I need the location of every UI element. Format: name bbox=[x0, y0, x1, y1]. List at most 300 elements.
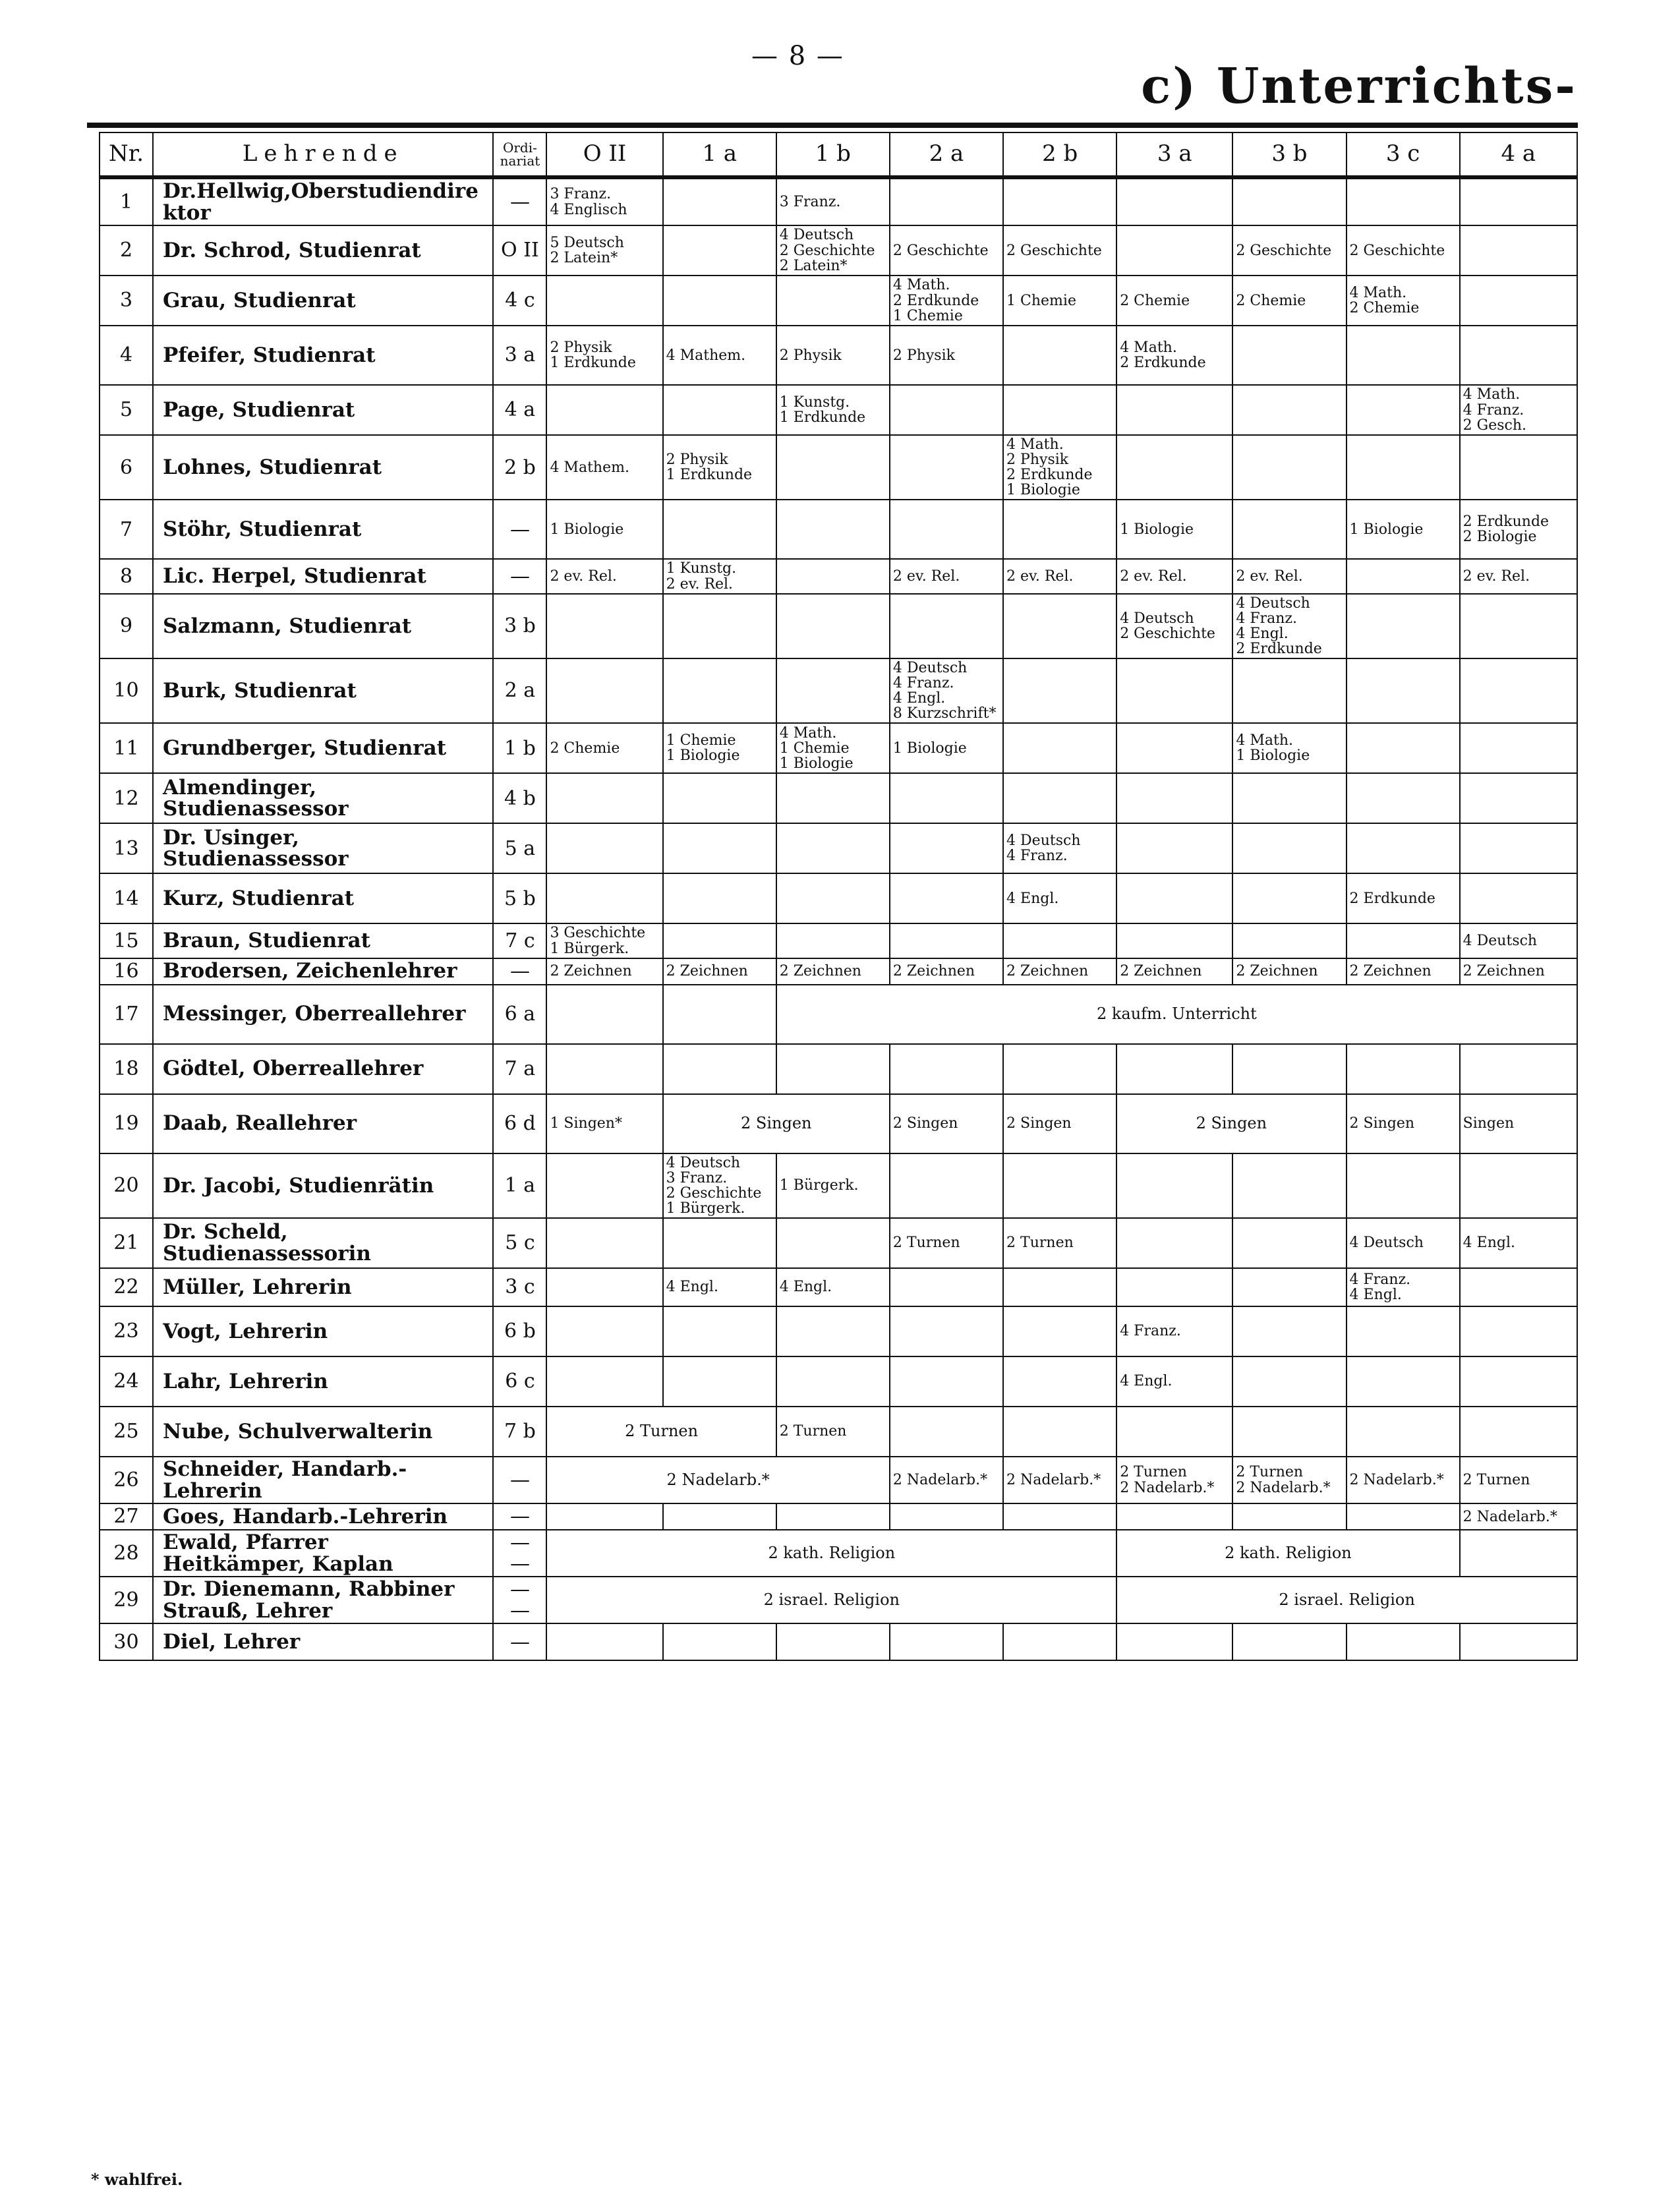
subject-cell bbox=[1460, 1623, 1577, 1660]
subject-cell: 2 Zeichnen bbox=[1460, 958, 1577, 985]
subject-cell: 4 Deutsch 3 Franz. 2 Geschichte 1 Bürgerk. bbox=[663, 1153, 776, 1218]
row-number: 23 bbox=[100, 1306, 153, 1356]
column-header: 4 a bbox=[1460, 132, 1577, 177]
ordinariat-cell: 3 c bbox=[493, 1268, 546, 1306]
table-row bbox=[100, 658, 1577, 723]
subject-cell: 2 Nadelarb.* bbox=[1347, 1457, 1460, 1503]
subject-cell bbox=[1460, 1530, 1577, 1577]
footnote: * wahlfrei. bbox=[91, 2170, 183, 2189]
subject-cell: 1 Biologie bbox=[1116, 500, 1232, 559]
ordinariat-cell: O II bbox=[493, 225, 546, 276]
row-number: 28 bbox=[100, 1530, 153, 1577]
subject-cell bbox=[1232, 1623, 1346, 1660]
subject-cell bbox=[1460, 177, 1577, 225]
subject-cell bbox=[1460, 1044, 1577, 1094]
ordinariat-cell: 7 c bbox=[493, 923, 546, 958]
row-number: 15 bbox=[100, 923, 153, 958]
teacher-name: Dr. Dienemann, Rabbiner Strauß, Lehrer bbox=[153, 1577, 493, 1623]
subject-cell: 2 Zeichnen bbox=[890, 958, 1003, 985]
subject-cell bbox=[776, 1356, 890, 1407]
ordinariat-cell: — bbox=[493, 559, 546, 593]
subject-cell bbox=[890, 1044, 1003, 1094]
subject-cell: 2 Chemie bbox=[1116, 276, 1232, 326]
subject-cell: 1 Chemie bbox=[1003, 276, 1116, 326]
subject-cell: Singen bbox=[1460, 1094, 1577, 1153]
subject-cell bbox=[1347, 435, 1460, 500]
subject-cell: 4 Math. 2 Erdkunde bbox=[1116, 326, 1232, 385]
subject-cell bbox=[1003, 1153, 1116, 1218]
subject-cell bbox=[1003, 923, 1116, 958]
subject-cell: 2 Nadelarb.* bbox=[890, 1457, 1003, 1503]
subject-cell bbox=[1460, 1268, 1577, 1306]
lesson-distribution-table bbox=[99, 132, 1578, 1661]
subject-cell: 2 Zeichnen bbox=[663, 958, 776, 985]
row-number: 24 bbox=[100, 1356, 153, 1407]
table-row bbox=[100, 1044, 1577, 1094]
subject-cell bbox=[1003, 658, 1116, 723]
column-header: Lehrende bbox=[153, 132, 493, 177]
subject-cell bbox=[1460, 873, 1577, 923]
table-row bbox=[100, 985, 1577, 1044]
row-number: 25 bbox=[100, 1407, 153, 1457]
teacher-name: Dr.Hellwig,Oberstudiendirektor bbox=[153, 177, 493, 225]
timetable bbox=[99, 132, 1578, 1661]
subject-cell bbox=[776, 559, 890, 593]
subject-cell: 2 Erdkunde bbox=[1347, 873, 1460, 923]
subject-cell bbox=[1347, 923, 1460, 958]
teacher-name: Braun, Studienrat bbox=[153, 923, 493, 958]
subject-cell bbox=[890, 500, 1003, 559]
teacher-name: Burk, Studienrat bbox=[153, 658, 493, 723]
subject-cell bbox=[776, 1623, 890, 1660]
subject-cell bbox=[663, 773, 776, 823]
row-number: 17 bbox=[100, 985, 153, 1044]
subject-cell bbox=[776, 773, 890, 823]
subject-cell bbox=[1347, 1356, 1460, 1407]
subject-cell bbox=[1347, 1503, 1460, 1530]
subject-cell bbox=[663, 225, 776, 276]
subject-cell: 2 Physik 1 Erdkunde bbox=[546, 326, 662, 385]
subject-cell: 2 Singen bbox=[1347, 1094, 1460, 1153]
table-row bbox=[100, 177, 1577, 225]
subject-cell bbox=[546, 985, 662, 1044]
column-header: O II bbox=[546, 132, 662, 177]
subject-cell: 1 Kunstg. 2 ev. Rel. bbox=[663, 559, 776, 593]
subject-cell bbox=[663, 276, 776, 326]
row-number: 13 bbox=[100, 823, 153, 873]
subject-cell: 2 Zeichnen bbox=[776, 958, 890, 985]
subject-cell bbox=[1003, 594, 1116, 658]
subject-cell: 4 Franz. bbox=[1116, 1306, 1232, 1356]
subject-cell bbox=[1232, 923, 1346, 958]
subject-cell bbox=[1460, 276, 1577, 326]
section-title: c) Unterrichts- bbox=[1141, 58, 1577, 115]
table-row bbox=[100, 723, 1577, 773]
subject-cell bbox=[1460, 225, 1577, 276]
subject-cell bbox=[1347, 823, 1460, 873]
subject-cell bbox=[1116, 773, 1232, 823]
subject-cell bbox=[663, 385, 776, 435]
subject-cell bbox=[1347, 177, 1460, 225]
subject-cell bbox=[1347, 1044, 1460, 1094]
subject-cell: 4 Deutsch 4 Franz. 4 Engl. 2 Erdkunde bbox=[1232, 594, 1346, 658]
row-number: 12 bbox=[100, 773, 153, 823]
subject-cell: 2 Turnen bbox=[1460, 1457, 1577, 1503]
subject-cell bbox=[776, 1218, 890, 1268]
subject-cell bbox=[776, 658, 890, 723]
subject-cell bbox=[1116, 1153, 1232, 1218]
column-header: 3 a bbox=[1116, 132, 1232, 177]
teacher-name: Müller, Lehrerin bbox=[153, 1268, 493, 1306]
subject-cell bbox=[1003, 1306, 1116, 1356]
row-number: 7 bbox=[100, 500, 153, 559]
teacher-name: Grau, Studienrat bbox=[153, 276, 493, 326]
ordinariat-cell: 1 a bbox=[493, 1153, 546, 1218]
ordinariat-cell: 2 b bbox=[493, 435, 546, 500]
ordinariat-cell: 7 b bbox=[493, 1407, 546, 1457]
subject-cell: 2 Physik bbox=[776, 326, 890, 385]
subject-cell: 4 Mathem. bbox=[663, 326, 776, 385]
subject-cell: 4 Engl. bbox=[776, 1268, 890, 1306]
row-number: 1 bbox=[100, 177, 153, 225]
ordinariat-cell: 4 a bbox=[493, 385, 546, 435]
subject-cell bbox=[1116, 873, 1232, 923]
subject-cell bbox=[1460, 1407, 1577, 1457]
header-rule bbox=[87, 123, 1578, 128]
subject-cell: 4 Engl. bbox=[1460, 1218, 1577, 1268]
subject-cell bbox=[546, 1356, 662, 1407]
subject-cell bbox=[1116, 1218, 1232, 1268]
subject-cell bbox=[890, 1306, 1003, 1356]
ordinariat-cell: 1 b bbox=[493, 723, 546, 773]
ordinariat-cell: 5 c bbox=[493, 1218, 546, 1268]
subject-cell bbox=[663, 1623, 776, 1660]
subject-cell: 3 Geschichte 1 Bürgerk. bbox=[546, 923, 662, 958]
subject-cell: 2 Nadelarb.* bbox=[546, 1457, 889, 1503]
subject-cell bbox=[1003, 1356, 1116, 1407]
subject-cell: 4 Math. 2 Physik 2 Erdkunde 1 Biologie bbox=[1003, 435, 1116, 500]
table-row bbox=[100, 923, 1577, 958]
column-header: 2 b bbox=[1003, 132, 1116, 177]
subject-cell bbox=[890, 773, 1003, 823]
subject-cell bbox=[1460, 435, 1577, 500]
subject-cell: 5 Deutsch 2 Latein* bbox=[546, 225, 662, 276]
ordinariat-cell: 6 a bbox=[493, 985, 546, 1044]
teacher-name: Nube, Schulverwalterin bbox=[153, 1407, 493, 1457]
subject-cell bbox=[776, 1044, 890, 1094]
subject-cell bbox=[1347, 1407, 1460, 1457]
subject-cell bbox=[546, 658, 662, 723]
subject-cell: 2 Geschichte bbox=[890, 225, 1003, 276]
subject-cell: 2 Chemie bbox=[1232, 276, 1346, 326]
subject-cell: 2 Zeichnen bbox=[546, 958, 662, 985]
row-number: 29 bbox=[100, 1577, 153, 1623]
subject-cell bbox=[890, 823, 1003, 873]
subject-cell bbox=[776, 1306, 890, 1356]
subject-cell: 4 Math. 1 Biologie bbox=[1232, 723, 1346, 773]
subject-cell: 2 ev. Rel. bbox=[1232, 559, 1346, 593]
subject-cell bbox=[1460, 594, 1577, 658]
subject-cell bbox=[1232, 1503, 1346, 1530]
teacher-name: Lohnes, Studienrat bbox=[153, 435, 493, 500]
table-row bbox=[100, 1503, 1577, 1530]
subject-cell bbox=[546, 773, 662, 823]
subject-cell bbox=[776, 1503, 890, 1530]
subject-cell bbox=[890, 177, 1003, 225]
column-header: 3 c bbox=[1347, 132, 1460, 177]
subject-cell bbox=[1347, 594, 1460, 658]
subject-cell bbox=[1116, 823, 1232, 873]
table-row bbox=[100, 276, 1577, 326]
row-number: 21 bbox=[100, 1218, 153, 1268]
ordinariat-cell: — bbox=[493, 1457, 546, 1503]
subject-cell: 2 Nadelarb.* bbox=[1003, 1457, 1116, 1503]
subject-cell bbox=[1232, 823, 1346, 873]
ordinariat-cell: — — bbox=[493, 1530, 546, 1577]
subject-cell: 1 Biologie bbox=[1347, 500, 1460, 559]
subject-cell bbox=[1232, 1044, 1346, 1094]
subject-cell bbox=[1460, 326, 1577, 385]
teacher-name: Ewald, Pfarrer Heitkämper, Kaplan bbox=[153, 1530, 493, 1577]
ordinariat-cell: 3 a bbox=[493, 326, 546, 385]
subject-cell: 4 Engl. bbox=[1003, 873, 1116, 923]
teacher-name: Lic. Herpel, Studienrat bbox=[153, 559, 493, 593]
subject-cell bbox=[1116, 1407, 1232, 1457]
subject-cell bbox=[1232, 658, 1346, 723]
ordinariat-cell: 3 b bbox=[493, 594, 546, 658]
subject-cell bbox=[663, 594, 776, 658]
subject-cell: 4 Deutsch 4 Franz. 4 Engl. 8 Kurzschrift* bbox=[890, 658, 1003, 723]
subject-cell bbox=[890, 385, 1003, 435]
subject-cell bbox=[546, 1623, 662, 1660]
subject-cell: 4 Deutsch 2 Geschichte bbox=[1116, 594, 1232, 658]
subject-cell: 4 Deutsch bbox=[1347, 1218, 1460, 1268]
subject-cell bbox=[546, 1153, 662, 1218]
subject-cell bbox=[663, 1306, 776, 1356]
table-row bbox=[100, 500, 1577, 559]
row-number: 4 bbox=[100, 326, 153, 385]
table-row bbox=[100, 1094, 1577, 1153]
subject-cell: 4 Deutsch 4 Franz. bbox=[1003, 823, 1116, 873]
subject-cell bbox=[546, 385, 662, 435]
subject-cell: 2 Erdkunde 2 Biologie bbox=[1460, 500, 1577, 559]
subject-cell bbox=[776, 276, 890, 326]
subject-cell: 2 kaufm. Unterricht bbox=[776, 985, 1577, 1044]
subject-cell: 2 Zeichnen bbox=[1116, 958, 1232, 985]
subject-cell bbox=[663, 500, 776, 559]
subject-cell bbox=[890, 1623, 1003, 1660]
subject-cell bbox=[1232, 1407, 1346, 1457]
ordinariat-cell: — bbox=[493, 958, 546, 985]
row-number: 18 bbox=[100, 1044, 153, 1094]
subject-cell bbox=[890, 1268, 1003, 1306]
column-header: Nr. bbox=[100, 132, 153, 177]
subject-cell bbox=[1116, 1044, 1232, 1094]
ordinariat-cell: — bbox=[493, 1503, 546, 1530]
row-number: 30 bbox=[100, 1623, 153, 1660]
row-number: 2 bbox=[100, 225, 153, 276]
subject-cell: 2 Singen bbox=[1003, 1094, 1116, 1153]
table-row bbox=[100, 1407, 1577, 1457]
subject-cell bbox=[890, 1503, 1003, 1530]
subject-cell bbox=[1232, 1268, 1346, 1306]
subject-cell bbox=[1003, 773, 1116, 823]
subject-cell: 2 Turnen bbox=[546, 1407, 776, 1457]
subject-cell bbox=[1003, 500, 1116, 559]
table-row bbox=[100, 1153, 1577, 1218]
teacher-name: Messinger, Oberreallehrer bbox=[153, 985, 493, 1044]
column-header: Ordi- nariat bbox=[493, 132, 546, 177]
subject-cell: 2 Geschichte bbox=[1003, 225, 1116, 276]
subject-cell: 2 ev. Rel. bbox=[1116, 559, 1232, 593]
subject-cell bbox=[890, 923, 1003, 958]
column-header: 1 b bbox=[776, 132, 890, 177]
subject-cell bbox=[1116, 923, 1232, 958]
subject-cell: 2 ev. Rel. bbox=[1460, 559, 1577, 593]
subject-cell bbox=[1232, 326, 1346, 385]
subject-cell bbox=[546, 873, 662, 923]
subject-cell bbox=[663, 823, 776, 873]
subject-cell: 2 Singen bbox=[890, 1094, 1003, 1153]
subject-cell bbox=[1232, 385, 1346, 435]
teacher-name: Lahr, Lehrerin bbox=[153, 1356, 493, 1407]
table-row bbox=[100, 1530, 1577, 1577]
teacher-name: Kurz, Studienrat bbox=[153, 873, 493, 923]
teacher-name: Dr. Scheld, Studienassessorin bbox=[153, 1218, 493, 1268]
subject-cell: 2 Zeichnen bbox=[1347, 958, 1460, 985]
subject-cell: 4 Deutsch 2 Geschichte 2 Latein* bbox=[776, 225, 890, 276]
subject-cell bbox=[1232, 1218, 1346, 1268]
subject-cell bbox=[1232, 177, 1346, 225]
subject-cell bbox=[1232, 1356, 1346, 1407]
subject-cell: 2 Chemie bbox=[546, 723, 662, 773]
row-number: 9 bbox=[100, 594, 153, 658]
subject-cell: 4 Mathem. bbox=[546, 435, 662, 500]
subject-cell bbox=[1116, 385, 1232, 435]
subject-cell bbox=[546, 823, 662, 873]
subject-cell bbox=[1116, 435, 1232, 500]
subject-cell bbox=[1460, 773, 1577, 823]
subject-cell bbox=[1116, 658, 1232, 723]
subject-cell bbox=[1116, 1503, 1232, 1530]
subject-cell bbox=[776, 873, 890, 923]
ordinariat-cell: — bbox=[493, 500, 546, 559]
subject-cell: 2 Singen bbox=[1116, 1094, 1346, 1153]
subject-cell bbox=[1347, 1623, 1460, 1660]
ordinariat-cell: 5 a bbox=[493, 823, 546, 873]
subject-cell: 4 Engl. bbox=[1116, 1356, 1232, 1407]
teacher-name: Diel, Lehrer bbox=[153, 1623, 493, 1660]
teacher-name: Dr. Usinger, Studienassessor bbox=[153, 823, 493, 873]
teacher-name: Brodersen, Zeichenlehrer bbox=[153, 958, 493, 985]
subject-cell: 2 ev. Rel. bbox=[546, 559, 662, 593]
subject-cell bbox=[663, 923, 776, 958]
subject-cell bbox=[1232, 1153, 1346, 1218]
subject-cell bbox=[776, 500, 890, 559]
subject-cell: 2 Turnen 2 Nadelarb.* bbox=[1116, 1457, 1232, 1503]
subject-cell bbox=[546, 1044, 662, 1094]
subject-cell bbox=[1232, 1306, 1346, 1356]
row-number: 26 bbox=[100, 1457, 153, 1503]
subject-cell bbox=[663, 873, 776, 923]
teacher-name: Grundberger, Studienrat bbox=[153, 723, 493, 773]
ordinariat-cell: 2 a bbox=[493, 658, 546, 723]
subject-cell bbox=[1232, 435, 1346, 500]
subject-cell bbox=[1460, 1306, 1577, 1356]
subject-cell bbox=[890, 435, 1003, 500]
subject-cell bbox=[890, 1407, 1003, 1457]
teacher-name: Gödtel, Oberreallehrer bbox=[153, 1044, 493, 1094]
subject-cell bbox=[663, 985, 776, 1044]
subject-cell bbox=[546, 276, 662, 326]
subject-cell bbox=[1116, 177, 1232, 225]
table-row bbox=[100, 958, 1577, 985]
row-number: 8 bbox=[100, 559, 153, 593]
ordinariat-cell: — — bbox=[493, 1577, 546, 1623]
subject-cell bbox=[1003, 326, 1116, 385]
subject-cell bbox=[1116, 1268, 1232, 1306]
ordinariat-cell: — bbox=[493, 177, 546, 225]
subject-cell bbox=[890, 1153, 1003, 1218]
subject-cell bbox=[1347, 385, 1460, 435]
table-row bbox=[100, 1268, 1577, 1306]
table-row bbox=[100, 435, 1577, 500]
subject-cell bbox=[776, 435, 890, 500]
table-row bbox=[100, 1218, 1577, 1268]
subject-cell bbox=[1003, 1407, 1116, 1457]
row-number: 16 bbox=[100, 958, 153, 985]
subject-cell bbox=[1232, 873, 1346, 923]
subject-cell bbox=[1460, 1356, 1577, 1407]
table-row bbox=[100, 1577, 1577, 1623]
table-row bbox=[100, 1356, 1577, 1407]
page-number: — 8 — bbox=[751, 41, 844, 71]
table-row bbox=[100, 823, 1577, 873]
subject-cell bbox=[890, 1356, 1003, 1407]
table-row bbox=[100, 225, 1577, 276]
subject-cell: 2 Singen bbox=[663, 1094, 890, 1153]
subject-cell bbox=[1347, 723, 1460, 773]
subject-cell bbox=[1347, 658, 1460, 723]
row-number: 5 bbox=[100, 385, 153, 435]
subject-cell bbox=[546, 1268, 662, 1306]
subject-cell bbox=[663, 658, 776, 723]
table-row bbox=[100, 773, 1577, 823]
subject-cell: 1 Singen* bbox=[546, 1094, 662, 1153]
subject-cell: 1 Biologie bbox=[546, 500, 662, 559]
teacher-name: Salzmann, Studienrat bbox=[153, 594, 493, 658]
subject-cell bbox=[776, 923, 890, 958]
table-body bbox=[100, 177, 1577, 1660]
subject-cell: 2 ev. Rel. bbox=[1003, 559, 1116, 593]
teacher-name: Pfeifer, Studienrat bbox=[153, 326, 493, 385]
subject-cell: 2 Turnen bbox=[776, 1407, 890, 1457]
teacher-name: Almendinger, Studienassessor bbox=[153, 773, 493, 823]
subject-cell bbox=[1116, 225, 1232, 276]
subject-cell bbox=[546, 1306, 662, 1356]
table-row bbox=[100, 1623, 1577, 1660]
subject-cell: 4 Math. 4 Franz. 2 Gesch. bbox=[1460, 385, 1577, 435]
subject-cell bbox=[890, 594, 1003, 658]
subject-cell: 2 ev. Rel. bbox=[890, 559, 1003, 593]
table-row bbox=[100, 873, 1577, 923]
subject-cell: 2 Turnen bbox=[1003, 1218, 1116, 1268]
ordinariat-cell: 6 b bbox=[493, 1306, 546, 1356]
row-number: 27 bbox=[100, 1503, 153, 1530]
ordinariat-cell: 4 c bbox=[493, 276, 546, 326]
subject-cell: 4 Engl. bbox=[663, 1268, 776, 1306]
subject-cell: 2 Turnen bbox=[890, 1218, 1003, 1268]
